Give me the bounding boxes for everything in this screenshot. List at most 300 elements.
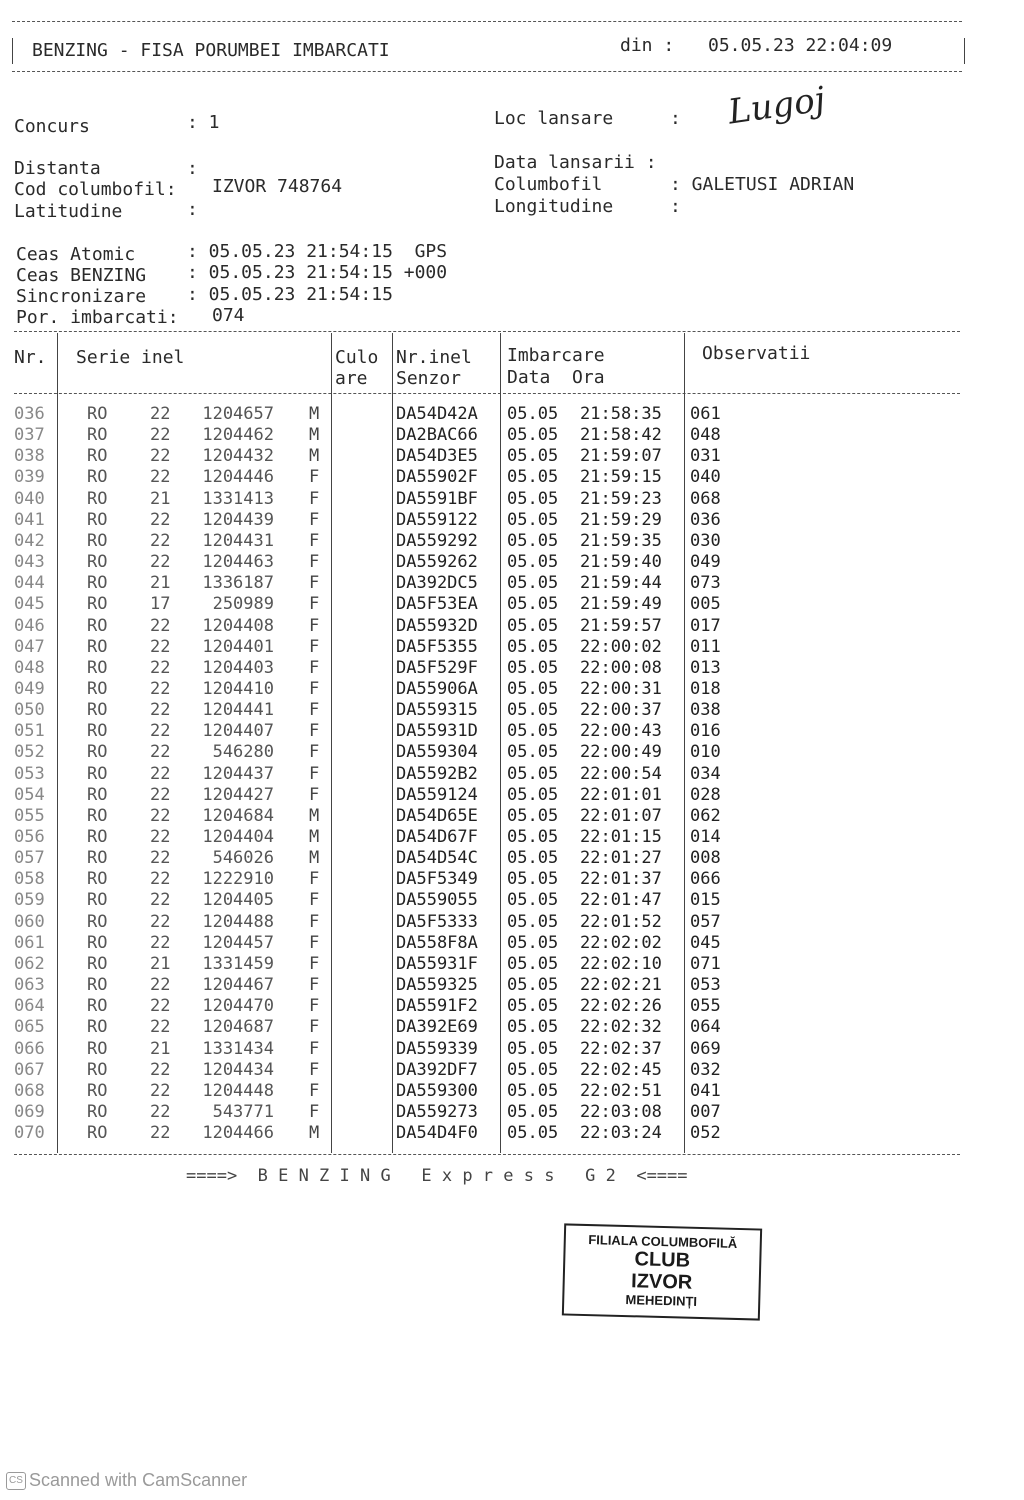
row-obs: 064 — [690, 1017, 721, 1038]
row-ora: 22:02:37 — [580, 1038, 662, 1059]
row-senzor: DA559055 — [396, 890, 478, 911]
row-senzor: DA55932D — [396, 615, 478, 636]
row-tara: RO — [87, 488, 108, 509]
row-obs: 055 — [690, 996, 721, 1017]
distanta-colon: : — [187, 158, 198, 179]
row-ora: 22:01:37 — [580, 869, 662, 890]
row-an: 22 — [150, 636, 171, 657]
row-data: 05.05 — [507, 530, 559, 551]
row-inel: 546026 — [212, 848, 274, 869]
row-tara: RO — [87, 594, 108, 615]
row-nr: 064 — [14, 996, 45, 1017]
row-inel: 1204410 — [202, 678, 274, 699]
row-senzor: DA5F529F — [396, 657, 478, 678]
row-sex: M — [309, 425, 320, 446]
row-an: 22 — [150, 932, 171, 953]
row-an: 22 — [150, 996, 171, 1017]
row-data: 05.05 — [507, 552, 559, 573]
row-obs: 048 — [690, 425, 721, 446]
row-ora: 22:00:43 — [580, 721, 662, 742]
table-row — [0, 764, 1024, 785]
row-senzor: DA559300 — [396, 1080, 478, 1101]
row-sex: F — [309, 594, 320, 615]
row-ora: 22:00:31 — [580, 678, 662, 699]
row-data: 05.05 — [507, 488, 559, 509]
row-nr: 054 — [14, 784, 45, 805]
row-tara: RO — [87, 467, 108, 488]
row-nr: 042 — [14, 530, 45, 551]
row-tara: RO — [87, 721, 108, 742]
row-data: 05.05 — [507, 700, 559, 721]
row-obs: 071 — [690, 953, 721, 974]
row-senzor: DA559273 — [396, 1101, 478, 1122]
row-nr: 044 — [14, 573, 45, 594]
row-senzor: DA392DC5 — [396, 573, 478, 594]
row-senzor: DA54D3E5 — [396, 446, 478, 467]
row-obs: 057 — [690, 911, 721, 932]
row-ora: 22:02:02 — [580, 932, 662, 953]
row-tara: RO — [87, 657, 108, 678]
row-tara: RO — [87, 932, 108, 953]
table-row — [0, 489, 1024, 510]
row-ora: 21:59:40 — [580, 552, 662, 573]
row-senzor: DA559315 — [396, 700, 478, 721]
header-culoare-1: Culo — [335, 347, 379, 368]
row-inel: 1222910 — [202, 869, 274, 890]
row-senzor: DA5F5349 — [396, 869, 478, 890]
row-tara: RO — [87, 1080, 108, 1101]
row-an: 22 — [150, 784, 171, 805]
row-nr: 046 — [14, 615, 45, 636]
table-row — [0, 552, 1024, 573]
row-data: 05.05 — [507, 721, 559, 742]
row-ora: 22:00:08 — [580, 657, 662, 678]
concurs-value: : 1 — [187, 112, 220, 133]
row-obs: 028 — [690, 784, 721, 805]
row-senzor: DA54D54C — [396, 848, 478, 869]
row-sex: F — [309, 996, 320, 1017]
header-senzor: Senzor — [396, 368, 462, 389]
row-inel: 1204657 — [202, 404, 274, 424]
row-senzor: DA5591F2 — [396, 996, 478, 1017]
row-tara: RO — [87, 848, 108, 869]
header-top-border — [12, 21, 962, 22]
row-ora: 21:59:29 — [580, 509, 662, 530]
row-senzor: DA55902F — [396, 467, 478, 488]
row-obs: 032 — [690, 1059, 721, 1080]
row-obs: 062 — [690, 805, 721, 826]
row-obs: 017 — [690, 615, 721, 636]
camscanner-logo-icon: CS — [6, 1472, 26, 1490]
row-tara: RO — [87, 573, 108, 594]
row-sex: F — [309, 953, 320, 974]
camscanner-watermark — [6, 1470, 247, 1491]
row-an: 22 — [150, 404, 171, 424]
row-inel: 1204401 — [202, 636, 274, 657]
print-date-value: 05.05.23 22:04:09 — [708, 35, 893, 56]
row-inel: 1204439 — [202, 509, 274, 530]
table-row — [0, 700, 1024, 721]
row-an: 22 — [150, 869, 171, 890]
row-obs: 049 — [690, 552, 721, 573]
cod-columbofil-label: Cod columbofil: — [14, 179, 177, 200]
row-nr: 060 — [14, 911, 45, 932]
row-sex: F — [309, 784, 320, 805]
row-senzor: DA5592B2 — [396, 763, 478, 784]
row-obs: 031 — [690, 446, 721, 467]
row-sex: F — [309, 890, 320, 911]
row-nr: 065 — [14, 1017, 45, 1038]
row-tara: RO — [87, 1017, 108, 1038]
row-data: 05.05 — [507, 1017, 559, 1038]
table-row — [0, 404, 1024, 425]
row-an: 21 — [150, 1038, 171, 1059]
row-ora: 22:00:49 — [580, 742, 662, 763]
row-ora: 21:59:44 — [580, 573, 662, 594]
row-nr: 068 — [14, 1080, 45, 1101]
row-nr: 052 — [14, 742, 45, 763]
row-an: 17 — [150, 594, 171, 615]
table-top-border — [14, 331, 960, 332]
row-data: 05.05 — [507, 1101, 559, 1122]
row-obs: 007 — [690, 1101, 721, 1122]
row-ora: 22:00:54 — [580, 763, 662, 784]
row-inel: 1204470 — [202, 996, 274, 1017]
row-sex: F — [309, 530, 320, 551]
table-row — [0, 975, 1024, 996]
row-nr: 051 — [14, 721, 45, 742]
row-ora: 22:03:24 — [580, 1123, 662, 1144]
row-obs: 069 — [690, 1038, 721, 1059]
row-nr: 050 — [14, 700, 45, 721]
row-data: 05.05 — [507, 742, 559, 763]
row-an: 21 — [150, 488, 171, 509]
row-sex: F — [309, 678, 320, 699]
row-inel: 1204404 — [202, 827, 274, 847]
row-sex: F — [309, 509, 320, 530]
row-inel: 1204407 — [202, 721, 274, 742]
row-inel: 1204403 — [202, 657, 274, 678]
longitudine-colon: : — [670, 196, 681, 217]
header-imbarcare: Imbarcare — [507, 345, 605, 366]
row-an: 22 — [150, 1123, 171, 1144]
row-nr: 056 — [14, 827, 45, 847]
row-sex: F — [309, 636, 320, 657]
row-tara: RO — [87, 1038, 108, 1059]
row-obs: 066 — [690, 869, 721, 890]
cod-columbofil-value: IZVOR 748764 — [212, 176, 343, 197]
table-row — [0, 912, 1024, 933]
row-ora: 22:01:07 — [580, 805, 662, 826]
row-data: 05.05 — [507, 953, 559, 974]
row-an: 22 — [150, 700, 171, 721]
row-nr: 066 — [14, 1038, 45, 1059]
distanta-label: Distanta — [14, 158, 101, 179]
table-row — [0, 1081, 1024, 1102]
row-nr: 055 — [14, 805, 45, 826]
table-row — [0, 425, 1024, 446]
row-ora: 21:58:42 — [580, 425, 662, 446]
row-ora: 21:58:35 — [580, 404, 662, 424]
latitudine-colon: : — [187, 199, 198, 220]
table-row — [0, 1102, 1024, 1123]
ceas-atomic-value: : 05.05.23 21:54:15 GPS — [187, 241, 448, 262]
ceas-atomic-label: Ceas Atomic — [16, 244, 136, 265]
row-obs: 053 — [690, 975, 721, 996]
row-obs: 018 — [690, 678, 721, 699]
row-tara: RO — [87, 827, 108, 847]
row-senzor: DA559325 — [396, 975, 478, 996]
row-data: 05.05 — [507, 573, 559, 594]
row-nr: 045 — [14, 594, 45, 615]
row-an: 21 — [150, 573, 171, 594]
row-ora: 22:02:26 — [580, 996, 662, 1017]
row-tara: RO — [87, 975, 108, 996]
row-obs: 013 — [690, 657, 721, 678]
row-an: 22 — [150, 446, 171, 467]
table-row — [0, 806, 1024, 827]
latitudine-label: Latitudine — [14, 201, 123, 222]
row-obs: 038 — [690, 700, 721, 721]
row-obs: 061 — [690, 404, 721, 424]
row-inel: 1204488 — [202, 911, 274, 932]
row-an: 22 — [150, 763, 171, 784]
row-nr: 067 — [14, 1059, 45, 1080]
row-data: 05.05 — [507, 805, 559, 826]
row-an: 22 — [150, 1059, 171, 1080]
table-row — [0, 658, 1024, 679]
table-row — [0, 785, 1024, 806]
row-tara: RO — [87, 552, 108, 573]
table-row — [0, 954, 1024, 975]
row-sex: F — [309, 1017, 320, 1038]
row-inel: 1204405 — [202, 890, 274, 911]
row-an: 22 — [150, 1017, 171, 1038]
row-an: 22 — [150, 827, 171, 847]
row-obs: 008 — [690, 848, 721, 869]
stamp-line-1: FILIALA COLUMBOFILĂ — [588, 1232, 738, 1251]
row-inel: 543771 — [212, 1101, 274, 1122]
row-tara: RO — [87, 636, 108, 657]
row-sex: F — [309, 721, 320, 742]
row-an: 22 — [150, 721, 171, 742]
row-ora: 22:02:21 — [580, 975, 662, 996]
row-sex: F — [309, 763, 320, 784]
row-senzor: DA559124 — [396, 784, 478, 805]
row-nr: 049 — [14, 678, 45, 699]
table-row — [0, 890, 1024, 911]
row-tara: RO — [87, 742, 108, 763]
row-inel: 1204457 — [202, 932, 274, 953]
row-inel: 1204466 — [202, 1123, 274, 1144]
row-tara: RO — [87, 700, 108, 721]
row-data: 05.05 — [507, 1123, 559, 1144]
row-senzor: DA54D67F — [396, 827, 478, 847]
row-senzor: DA392E69 — [396, 1017, 478, 1038]
row-obs: 011 — [690, 636, 721, 657]
row-sex: M — [309, 848, 320, 869]
row-nr: 041 — [14, 509, 45, 530]
stamp-line-3: IZVOR — [630, 1270, 693, 1294]
row-ora: 21:59:57 — [580, 615, 662, 636]
row-data: 05.05 — [507, 1080, 559, 1101]
row-senzor: DA558F8A — [396, 932, 478, 953]
row-obs: 040 — [690, 467, 721, 488]
row-senzor: DA559122 — [396, 509, 478, 530]
row-ora: 21:59:07 — [580, 446, 662, 467]
row-tara: RO — [87, 446, 108, 467]
row-inel: 1331434 — [202, 1038, 274, 1059]
row-data: 05.05 — [507, 784, 559, 805]
print-date-label: din : — [620, 35, 675, 56]
row-tara: RO — [87, 678, 108, 699]
row-inel: 1204408 — [202, 615, 274, 636]
row-inel: 1204448 — [202, 1080, 274, 1101]
row-ora: 21:59:35 — [580, 530, 662, 551]
row-ora: 22:03:08 — [580, 1101, 662, 1122]
row-an: 22 — [150, 530, 171, 551]
row-nr: 036 — [14, 404, 45, 424]
row-an: 21 — [150, 953, 171, 974]
row-obs: 010 — [690, 742, 721, 763]
row-senzor: DA54D65E — [396, 805, 478, 826]
row-an: 22 — [150, 890, 171, 911]
row-nr: 069 — [14, 1101, 45, 1122]
ceas-benzing-value: : 05.05.23 21:54:15 +000 — [187, 262, 448, 283]
row-an: 22 — [150, 509, 171, 530]
header-culoare-2: are — [335, 368, 368, 389]
header-serie-inel: Serie inel — [76, 347, 185, 368]
table-row — [0, 827, 1024, 848]
row-senzor: DA2BAC66 — [396, 425, 478, 446]
row-data: 05.05 — [507, 996, 559, 1017]
row-senzor: DA55931D — [396, 721, 478, 742]
table-row — [0, 1060, 1024, 1081]
row-data: 05.05 — [507, 932, 559, 953]
row-nr: 039 — [14, 467, 45, 488]
ceas-benzing-label: Ceas BENZING — [16, 265, 147, 286]
porumbei-imbarcati-label: Por. imbarcati: — [16, 307, 179, 328]
row-data: 05.05 — [507, 1038, 559, 1059]
row-sex: F — [309, 1080, 320, 1101]
row-senzor: DA5591BF — [396, 488, 478, 509]
row-ora: 22:02:51 — [580, 1080, 662, 1101]
header-data-ora: Data Ora — [507, 367, 605, 388]
row-an: 22 — [150, 975, 171, 996]
row-sex: F — [309, 932, 320, 953]
row-nr: 070 — [14, 1123, 45, 1144]
row-ora: 22:02:45 — [580, 1059, 662, 1080]
row-tara: RO — [87, 425, 108, 446]
row-data: 05.05 — [507, 615, 559, 636]
row-data: 05.05 — [507, 467, 559, 488]
row-tara: RO — [87, 1101, 108, 1122]
row-inel: 546280 — [212, 742, 274, 763]
data-lansarii-label: Data lansarii : — [494, 152, 657, 173]
row-an: 22 — [150, 805, 171, 826]
row-nr: 038 — [14, 446, 45, 467]
row-nr: 061 — [14, 932, 45, 953]
porumbei-imbarcati-value: 074 — [212, 305, 245, 326]
row-inel: 1204441 — [202, 700, 274, 721]
stamp-line-4: MEHEDINȚI — [625, 1292, 698, 1309]
row-data: 05.05 — [507, 636, 559, 657]
row-obs: 005 — [690, 594, 721, 615]
device-footer: ====> B E N Z I N G E x p r e s s G 2 <==== — [186, 1166, 688, 1186]
row-data: 05.05 — [507, 594, 559, 615]
concurs-label: Concurs — [14, 116, 90, 137]
header-bottom-border — [12, 71, 962, 72]
row-inel: 1331413 — [202, 488, 274, 509]
table-row — [0, 1017, 1024, 1038]
row-ora: 21:59:49 — [580, 594, 662, 615]
row-ora: 22:01:15 — [580, 827, 662, 847]
row-tara: RO — [87, 1059, 108, 1080]
row-tara: RO — [87, 784, 108, 805]
row-tara: RO — [87, 911, 108, 932]
table-row — [0, 848, 1024, 869]
row-data: 05.05 — [507, 1059, 559, 1080]
row-sex: M — [309, 827, 320, 847]
row-sex: F — [309, 975, 320, 996]
row-nr: 062 — [14, 953, 45, 974]
table-row — [0, 1123, 1024, 1144]
table-row — [0, 594, 1024, 615]
row-obs: 014 — [690, 827, 721, 847]
row-nr: 047 — [14, 636, 45, 657]
header-right-border — [964, 38, 965, 64]
row-inel: 1204687 — [202, 1017, 274, 1038]
row-nr: 063 — [14, 975, 45, 996]
row-sex: F — [309, 1059, 320, 1080]
row-tara: RO — [87, 763, 108, 784]
row-nr: 048 — [14, 657, 45, 678]
row-senzor: DA559339 — [396, 1038, 478, 1059]
table-row — [0, 616, 1024, 637]
row-obs: 034 — [690, 763, 721, 784]
row-inel: 1204432 — [202, 446, 274, 467]
row-sex: F — [309, 657, 320, 678]
table-row — [0, 637, 1024, 658]
table-row — [0, 721, 1024, 742]
row-data: 05.05 — [507, 763, 559, 784]
row-senzor: DA55906A — [396, 678, 478, 699]
table-row — [0, 467, 1024, 488]
row-sex: F — [309, 911, 320, 932]
row-an: 22 — [150, 742, 171, 763]
row-an: 22 — [150, 848, 171, 869]
loc-lansare-colon: : — [670, 108, 681, 129]
row-inel: 1331459 — [202, 953, 274, 974]
row-tara: RO — [87, 805, 108, 826]
row-sex: M — [309, 404, 320, 424]
sincronizare-label: Sincronizare — [16, 286, 147, 307]
row-inel: 1204446 — [202, 467, 274, 488]
row-data: 05.05 — [507, 678, 559, 699]
row-tara: RO — [87, 615, 108, 636]
loc-lansare-handwritten: Lugoj — [725, 79, 828, 133]
row-data: 05.05 — [507, 975, 559, 996]
row-senzor: DA559304 — [396, 742, 478, 763]
row-senzor: DA559292 — [396, 530, 478, 551]
row-inel: 1336187 — [202, 573, 274, 594]
row-senzor: DA5F5333 — [396, 911, 478, 932]
header-observatii: Observatii — [702, 343, 811, 364]
row-senzor: DA392DF7 — [396, 1059, 478, 1080]
row-inel: 1204463 — [202, 552, 274, 573]
header-nr: Nr. — [14, 347, 47, 368]
table-row — [0, 510, 1024, 531]
